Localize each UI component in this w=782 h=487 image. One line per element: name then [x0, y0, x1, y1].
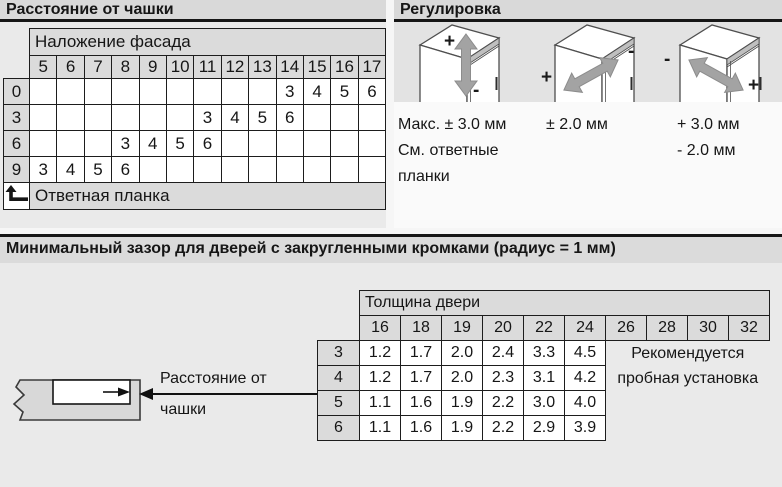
value-cell: 3 [30, 157, 57, 183]
row-header: 9 [4, 157, 30, 183]
row-header: 3 [4, 105, 30, 131]
empty-cell [84, 131, 111, 157]
empty-cell [358, 105, 385, 131]
empty-cell [331, 105, 358, 131]
value-cell: 2.3 [483, 366, 524, 391]
distance-from-cup-label: чашки [160, 401, 207, 418]
table-corner [4, 56, 30, 79]
note-line: пробная установка [617, 370, 759, 387]
column-header: 24 [565, 316, 606, 341]
value-cell: 6 [112, 157, 139, 183]
column-header: 15 [303, 56, 330, 79]
value-cell: 6 [358, 79, 385, 105]
column-header: 6 [57, 56, 84, 79]
value-cell: 1.6 [401, 416, 442, 441]
empty-cell [331, 131, 358, 157]
note-line: См. ответные [398, 142, 499, 159]
return-arrow-icon [5, 185, 28, 204]
section-title-cup-distance: Расстояние от чашки [0, 0, 386, 22]
column-header: 22 [524, 316, 565, 341]
column-header: 20 [483, 316, 524, 341]
plus-sign: + [748, 75, 760, 96]
panel-cup-distance [0, 0, 386, 228]
table-corner [318, 291, 360, 316]
empty-cell [57, 79, 84, 105]
value-cell: 2.4 [483, 341, 524, 366]
column-header: 18 [401, 316, 442, 341]
facade-overlay-header: Наложение фасада [30, 29, 386, 56]
column-header: 17 [358, 56, 385, 79]
note-trial-installation [606, 341, 770, 441]
value-cell: 4.5 [565, 341, 606, 366]
note-line: - 2.0 мм [677, 142, 736, 159]
value-cell: 3.9 [565, 416, 606, 441]
door-cross-section-icon [8, 372, 148, 424]
value-cell: 1.2 [360, 366, 401, 391]
value-cell: 1.7 [401, 341, 442, 366]
column-header: 12 [221, 56, 248, 79]
height-adjustment-note [398, 112, 506, 190]
value-cell: 2.9 [524, 416, 565, 441]
empty-cell [139, 157, 166, 183]
column-header: 26 [606, 316, 647, 341]
empty-cell [303, 105, 330, 131]
empty-cell [84, 105, 111, 131]
value-cell: 1.6 [401, 391, 442, 416]
note-line: Макс. ± 3.0 мм [398, 116, 507, 133]
value-cell: 4 [57, 157, 84, 183]
empty-cell [276, 157, 303, 183]
adjustment-illustrations [394, 22, 782, 102]
door-handle [760, 77, 762, 90]
value-cell: 4.0 [565, 391, 606, 416]
min-gap-content [0, 266, 782, 487]
note-line: + 3.0 мм [677, 116, 740, 133]
table-corner [318, 316, 360, 341]
value-cell: 6 [194, 131, 221, 157]
column-header: 7 [84, 56, 111, 79]
column-header: 30 [688, 316, 729, 341]
value-cell: 6 [276, 105, 303, 131]
value-cell: 4 [221, 105, 248, 131]
value-cell: 1.2 [360, 341, 401, 366]
value-cell: 3 [276, 79, 303, 105]
empty-cell [221, 79, 248, 105]
column-header: 9 [139, 56, 166, 79]
row-header: 6 [318, 416, 360, 441]
value-cell: 4 [303, 79, 330, 105]
adjustment-notes [394, 102, 782, 228]
column-header: 16 [360, 316, 401, 341]
value-cell: 3 [112, 131, 139, 157]
column-header: 16 [331, 56, 358, 79]
column-header: 14 [276, 56, 303, 79]
value-cell: 2.0 [442, 341, 483, 366]
minus-sign: - [664, 49, 671, 70]
empty-cell [139, 105, 166, 131]
door-thickness-header: Толщина двери [360, 291, 770, 316]
empty-cell [358, 157, 385, 183]
empty-cell [166, 157, 193, 183]
value-cell: 5 [166, 131, 193, 157]
depth-adjustment-note [677, 112, 739, 164]
empty-cell [194, 157, 221, 183]
value-cell: 3.3 [524, 341, 565, 366]
value-cell: 1.9 [442, 416, 483, 441]
value-cell: 4.2 [565, 366, 606, 391]
return-arrow-cell [4, 183, 30, 210]
note-line: ± 2.0 мм [546, 116, 608, 133]
value-cell: 5 [84, 157, 111, 183]
section-title-adjustment: Регулировка [394, 0, 782, 22]
column-header: 28 [647, 316, 688, 341]
empty-cell [358, 131, 385, 157]
empty-cell [30, 79, 57, 105]
value-cell: 1.9 [442, 391, 483, 416]
value-cell: 2.0 [442, 366, 483, 391]
mounting-plate-label: Ответная планка [30, 183, 386, 210]
value-cell: 3.0 [524, 391, 565, 416]
cup-overlay-table [3, 28, 386, 210]
note-line: планки [398, 168, 450, 185]
empty-cell [57, 105, 84, 131]
row-header: 3 [318, 341, 360, 366]
cabinet-body [420, 25, 499, 103]
empty-cell [303, 157, 330, 183]
column-header: 13 [249, 56, 276, 79]
empty-cell [194, 79, 221, 105]
cabinet-height-adjustment-icon [400, 23, 522, 103]
value-cell: 4 [139, 131, 166, 157]
value-cell: 2.2 [483, 416, 524, 441]
door-handle [496, 77, 498, 90]
minus-sign: - [628, 41, 635, 62]
value-cell: 5 [331, 79, 358, 105]
row-header: 4 [318, 366, 360, 391]
section-title-min-gap: Минимальный зазор для дверей с закругленными кромками (радиус = 1 мм) [0, 237, 782, 263]
empty-cell [112, 105, 139, 131]
empty-cell [221, 131, 248, 157]
door-handle [631, 77, 633, 90]
empty-cell [166, 79, 193, 105]
empty-cell [249, 131, 276, 157]
panel-adjustment [394, 0, 782, 228]
distance-from-cup-label: Расстояние от [160, 370, 267, 387]
empty-cell [166, 105, 193, 131]
empty-cell [249, 79, 276, 105]
empty-cell [139, 79, 166, 105]
value-cell: 3 [194, 105, 221, 131]
side-adjustment-note [546, 112, 608, 138]
plus-sign: + [541, 67, 553, 88]
empty-cell [331, 157, 358, 183]
leader-line [152, 393, 318, 395]
empty-cell [276, 131, 303, 157]
column-header: 5 [30, 56, 57, 79]
minus-sign: - [473, 80, 480, 101]
value-cell: 1.1 [360, 391, 401, 416]
row-header: 5 [318, 391, 360, 416]
value-cell: 2.2 [483, 391, 524, 416]
door-thickness-table [317, 290, 770, 441]
section-min-gap [0, 234, 782, 487]
row-header: 0 [4, 79, 30, 105]
leader-arrow-icon [139, 388, 153, 400]
column-header: 10 [166, 56, 193, 79]
column-header: 8 [112, 56, 139, 79]
column-header: 19 [442, 316, 483, 341]
note-line: Рекомендуется [631, 345, 745, 362]
column-header: 32 [729, 316, 770, 341]
empty-cell [303, 131, 330, 157]
value-cell: 5 [249, 105, 276, 131]
empty-cell [57, 131, 84, 157]
empty-cell [30, 105, 57, 131]
empty-cell [84, 79, 111, 105]
row-header: 6 [4, 131, 30, 157]
empty-cell [249, 157, 276, 183]
cabinet-depth-adjustment-icon [660, 23, 782, 103]
value-cell: 1.1 [360, 416, 401, 441]
table-corner [4, 29, 30, 56]
cabinet-body [555, 25, 634, 103]
value-cell: 1.7 [401, 366, 442, 391]
empty-cell [221, 157, 248, 183]
value-cell: 3.1 [524, 366, 565, 391]
column-header: 11 [194, 56, 221, 79]
cabinet-side-adjustment-icon [535, 23, 657, 103]
empty-cell [112, 79, 139, 105]
empty-cell [30, 131, 57, 157]
plus-sign: + [444, 31, 456, 52]
